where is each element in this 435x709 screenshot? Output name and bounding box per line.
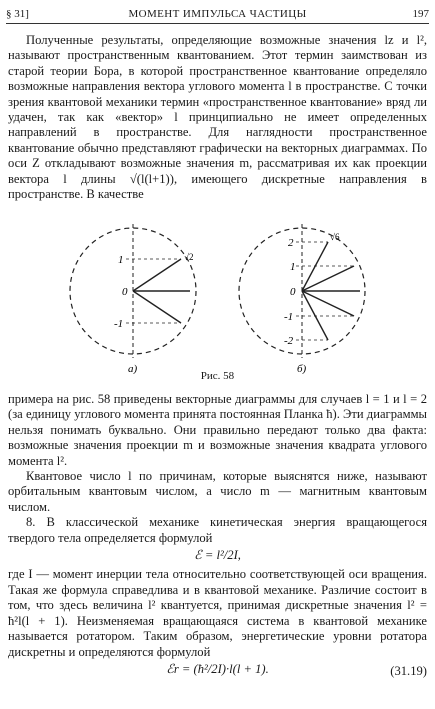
- vector-diagrams: [0, 224, 435, 374]
- page-header: [6, 5, 429, 24]
- running-title: МОМЕНТ ИМПУЛЬСА ЧАСТИЦЫ: [128, 8, 307, 20]
- text-block-bottom: [8, 392, 427, 682]
- label-l1-length: √2: [184, 252, 194, 262]
- paragraph-rotator: где I — момент инерции тела относительно соответствующей оси вращения. Такая же формула справедлива и в квантовой механике. Различие состоит в том, что здесь величина l² квантуется, принимая дискретные значения l² = ħ²l(l + 1). Неизменяемая вращающаяся система в квантовой механике называется ротатором. Таким образом, энергетические уровни ротатора дискретны и определяются формулой: [8, 567, 427, 659]
- page-number: 197: [412, 8, 429, 20]
- equation-number: (31.19): [390, 663, 427, 678]
- label-l1-m0: 0: [122, 286, 128, 298]
- paragraph-kinetic-energy: 8. В классической механике кинетическая энергия вращающегося твердого тела определяется формулой: [8, 515, 427, 545]
- label-l2-length: √6: [330, 232, 340, 242]
- sublabel-b: б): [297, 363, 307, 374]
- sublabel-a: а): [128, 363, 138, 374]
- formula-row: [8, 662, 427, 682]
- figure-58: [0, 224, 435, 384]
- diagram-l2: [239, 224, 365, 374]
- text-block-top: [8, 33, 427, 202]
- label-l2-m0: 0: [290, 286, 296, 298]
- label-l2-mneg2: -2: [284, 335, 294, 347]
- section-number: § 31]: [6, 8, 29, 20]
- paragraph-quantum-numbers: Квантовое число l по причинам, которые выяснятся ниже, называют орбитальным квантовым числом, а число m — магнитным квантовым числом.: [8, 469, 427, 514]
- formula-energy: ℰ = l²/2I,: [194, 548, 241, 563]
- figure-caption: Рис. 58: [200, 370, 235, 382]
- label-l1-m1: 1: [118, 254, 124, 266]
- paragraph-spatial-quantization: Полученные результаты, определяющие возможные значения lz и l², называют пространственным квантованием. Этот термин заимствован из старой теории Бора, в которой пространственное квантование определяло возможные направления вектора углового момента l в пространстве. С точки зрения квантовой механики термин «пространственное квантование» вряд ли удачен, так как «вектор» l принципиально не имеет определенных направлений в пространстве. Для наглядности пространственное квантование обычно представляют графически на векторных диаграммах. По оси Z откладывают возможные значения m, рассматривая их как проекции вектора l длины √(l(l+1)), имеющего дискретные направления в пространстве. В качестве: [8, 33, 427, 202]
- label-l2-mneg1: -1: [284, 311, 294, 323]
- label-l1-mneg1: -1: [114, 318, 124, 330]
- formula-rotator-energy: ℰr = (ħ²/2I)·l(l + 1).: [166, 661, 269, 676]
- label-l2-m1: 1: [290, 261, 296, 273]
- paragraph-example: примера на рис. 58 приведены векторные диаграммы для случаев l = 1 и l = 2 (за единицу углового момента принята постоянная Планка ħ). Эти диаграммы нельзя понимать буквально. Они правильно передают только два факта: возможные значения проекции m и возможные значения квадрата углового момента l².: [8, 392, 427, 468]
- label-l2-m2: 2: [288, 237, 294, 249]
- diagram-l1: [70, 224, 196, 374]
